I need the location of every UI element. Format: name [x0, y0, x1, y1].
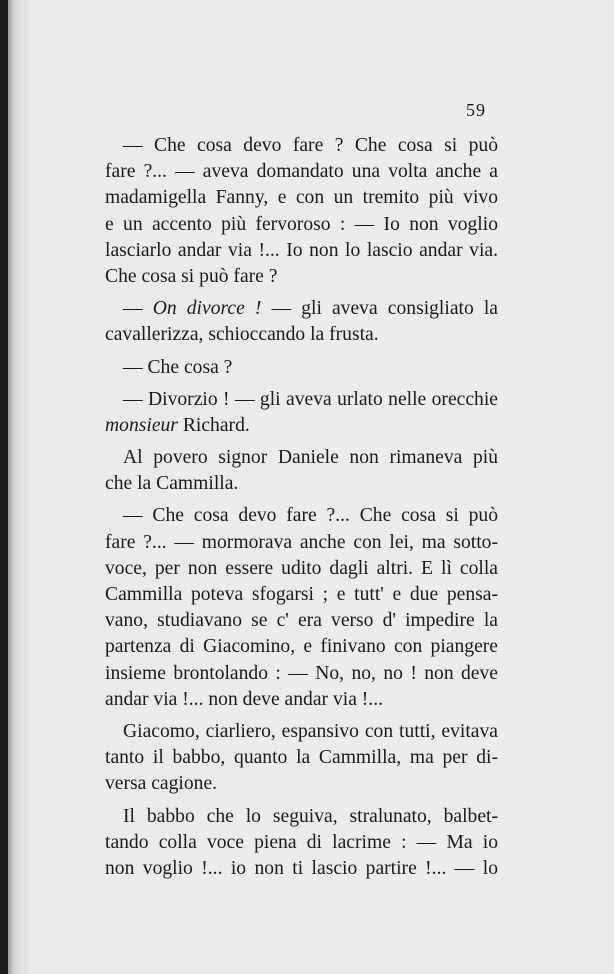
text-line: tando colla voce piena di lacrime : — Ma io: [105, 831, 498, 853]
text-line: e un accento più fervoroso : — Io non voglio: [105, 213, 498, 235]
text-line: che la Cammilla.: [105, 473, 239, 495]
text-line: — Che cosa devo fare ?... Che cosa si può: [123, 505, 498, 527]
text-line: insieme brontolando : — No, no, no ! non deve: [105, 662, 498, 684]
text-line: fare ?... — aveva domandato una volta anche a: [105, 161, 498, 183]
text-line: cavallerizza, schioccando la frusta.: [105, 324, 379, 346]
text-line: vano, studiavano se c' era verso d' impedire la: [105, 610, 498, 632]
text-line: Cammilla poteva sfogarsi ; e tutt' e due pensa-: [105, 584, 498, 605]
italic-quote: On divorce !: [152, 298, 262, 320]
italic-word: monsieur: [105, 414, 178, 436]
paragraph-4: [87, 387, 498, 439]
text-line: Che cosa si può fare ?: [105, 265, 278, 287]
text-line: non voglio !... io non ti lascio partire !... — lo: [105, 857, 498, 879]
paragraph-3: [87, 355, 498, 381]
text-fragment: —: [123, 298, 153, 320]
text-line: — Che cosa ?: [123, 356, 233, 378]
paragraph-1: [87, 133, 498, 290]
text-line: fare ?... — mormorava anche con lei, ma sotto-: [105, 531, 498, 553]
text-line: [87, 296, 498, 322]
body-text: [87, 133, 498, 888]
text-line: partenza di Giacomino, e finivano con piangere: [105, 636, 498, 658]
text-line: tanto il babbo, quanto la Cammilla, ma per di-: [105, 747, 498, 769]
text-line: — Che cosa devo fare ? Che cosa si può: [123, 135, 498, 156]
paragraph-8: [87, 804, 498, 883]
text-line: — Divorzio ! — gli aveva urlato nelle orecchie: [123, 388, 498, 410]
text-line: andar via !... non deve andar via !...: [105, 688, 384, 710]
text-line: Al povero signor Daniele non rimaneva più: [123, 447, 498, 469]
page-number: 59: [466, 100, 486, 120]
paragraph-2: [87, 296, 498, 348]
paragraph-6: [87, 503, 498, 713]
page-spine-shadow: [0, 0, 8, 974]
paragraph-5: [87, 445, 498, 497]
text-fragment: Richard.: [177, 414, 250, 436]
paragraph-7: [87, 719, 498, 798]
text-line: Il babbo che lo seguiva, stralunato, balbet-: [123, 805, 498, 827]
text-line: versa cagione.: [105, 773, 218, 795]
text-fragment: — gli aveva consigliato la: [261, 298, 498, 320]
text-line: lasciarlo andar via !... Io non lo lascio andar via.: [105, 239, 498, 261]
text-line: Giacomo, ciarliero, espansivo con tutti, evitava: [123, 720, 498, 742]
text-line: madamigella Fanny, e con un tremito più vivo: [105, 187, 498, 209]
text-line: voce, per non essere udito dagli altri. E lì colla: [105, 557, 498, 579]
text-line: [87, 413, 498, 439]
